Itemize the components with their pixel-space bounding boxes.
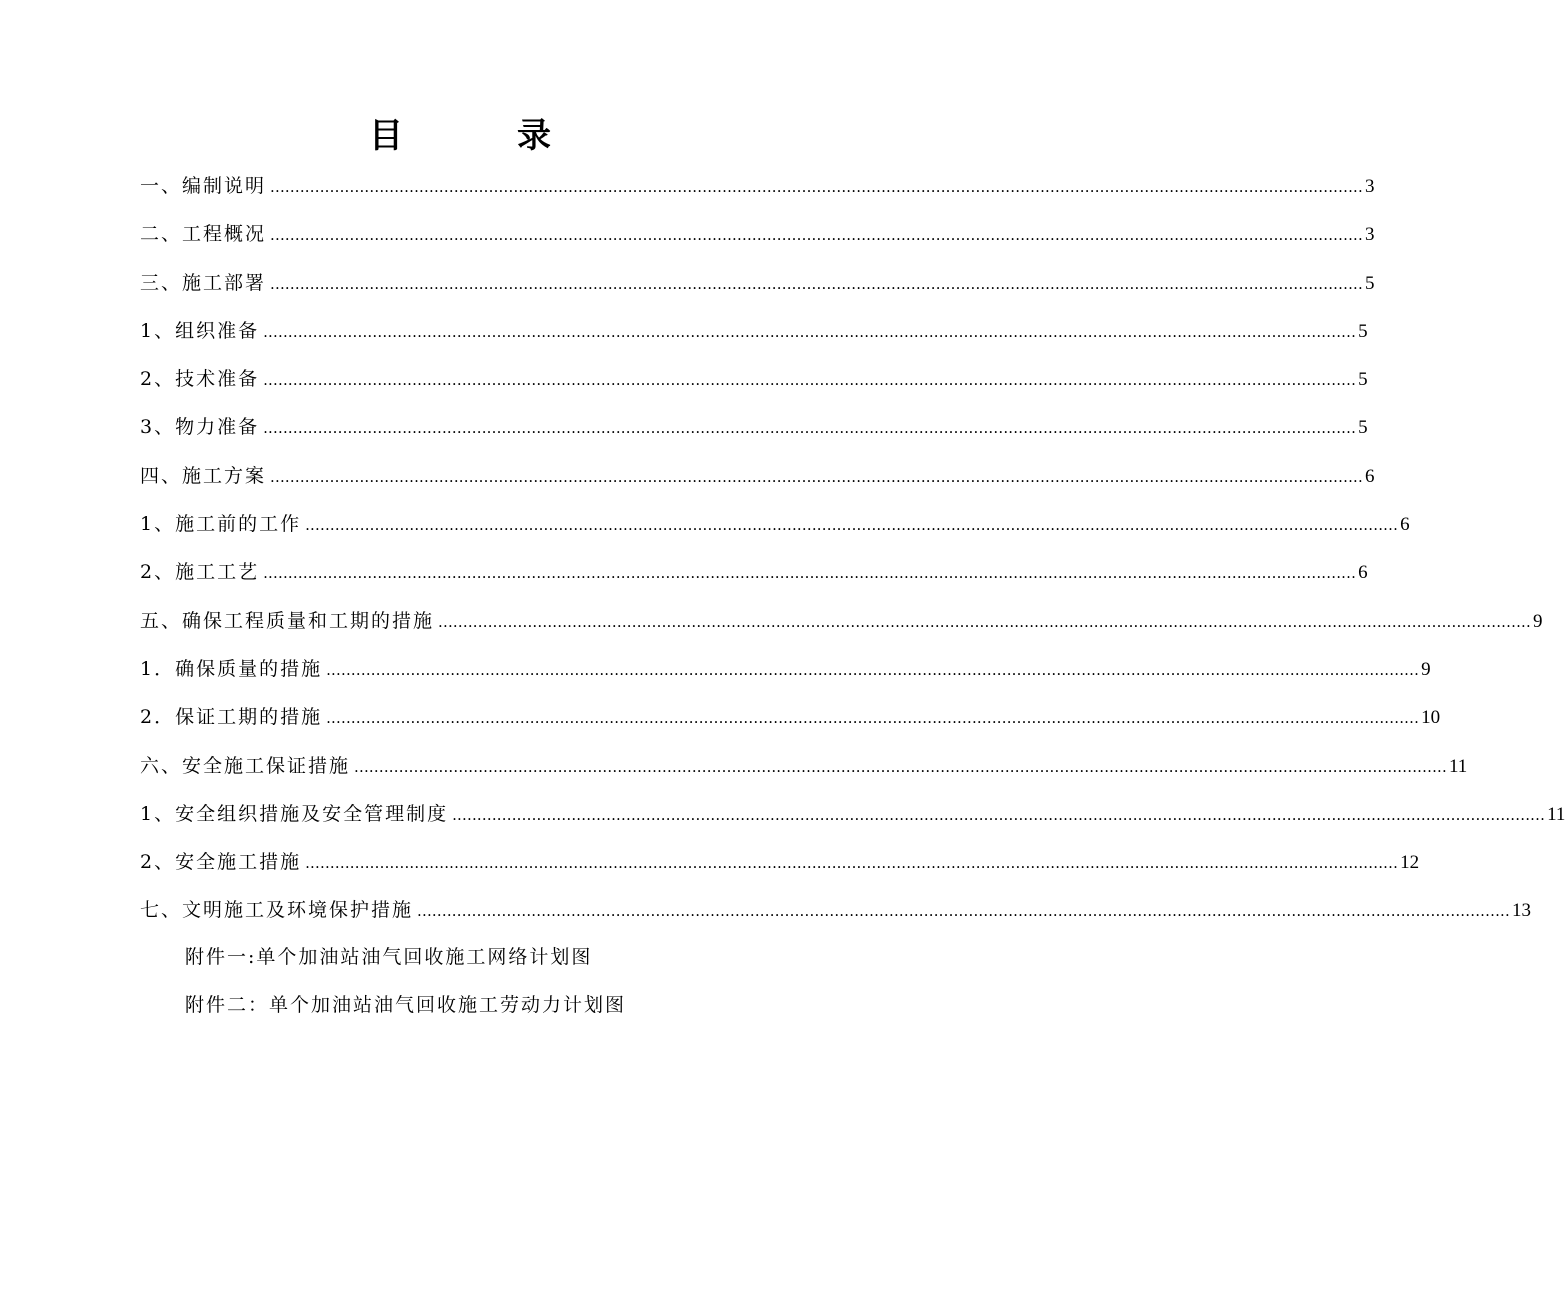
toc-entry[interactable] xyxy=(140,359,1368,407)
toc-entry[interactable] xyxy=(140,504,1410,552)
attachment-item: 附件一:单个加油站油气回收施工网络计划图 xyxy=(185,946,593,968)
toc-entry[interactable] xyxy=(140,601,1543,649)
toc-entry-page: 6 xyxy=(1365,465,1375,487)
toc-entry-label: 1、组织准备 xyxy=(140,319,260,342)
toc-entry-page: 11 xyxy=(1547,803,1565,825)
toc-entry[interactable] xyxy=(140,794,1565,842)
toc-entry-page: 12 xyxy=(1400,852,1420,874)
toc-entry[interactable] xyxy=(140,407,1368,455)
toc-dot-leader: ............................................................................................................................................................................................................................ xyxy=(263,419,1357,438)
toc-entry-page: 13 xyxy=(1512,900,1531,922)
toc-dot-leader: ............................................................................................................................................................................................................................ xyxy=(263,564,1357,583)
toc-dot-leader: ............................................................................................................................................................................................................................ xyxy=(305,516,1399,535)
page-title: 目 录 xyxy=(369,116,591,156)
toc-entry-label: 3、物力准备 xyxy=(140,416,260,439)
toc-entry-label: 1、安全组织措施及安全管理制度 xyxy=(140,802,449,825)
toc-entry[interactable] xyxy=(140,166,1375,214)
toc-entry[interactable] xyxy=(140,842,1420,890)
toc-entry[interactable] xyxy=(140,552,1368,600)
toc-entry-label: 三、施工部署 xyxy=(140,271,267,294)
toc-entry-page: 11 xyxy=(1449,755,1468,777)
toc-dot-leader: ............................................................................................................................................................................................................................ xyxy=(263,371,1357,390)
toc-entry-label: 2、施工工艺 xyxy=(140,561,260,584)
toc-dot-leader: ............................................................................................................................................................................................................................ xyxy=(263,322,1357,341)
toc-entry[interactable] xyxy=(140,746,1468,794)
toc-entry-label: 2、技术准备 xyxy=(140,368,260,391)
toc-dot-leader: ............................................................................................................................................................................................................................ xyxy=(270,178,1363,196)
toc-entry-label: 二、工程概况 xyxy=(140,223,267,246)
toc-dot-leader: ............................................................................................................................................................................................................................ xyxy=(326,660,1420,679)
toc-entry-page: 3 xyxy=(1365,176,1375,197)
toc-entry[interactable] xyxy=(140,311,1368,359)
toc-entry-page: 6 xyxy=(1400,514,1410,536)
toc-entry-page: 5 xyxy=(1358,417,1368,439)
toc-entry-page: 10 xyxy=(1421,707,1441,729)
toc-entry-page: 5 xyxy=(1365,272,1375,294)
toc-dot-leader: ............................................................................................................................................................................................................................ xyxy=(417,902,1510,921)
toc-dot-leader: ............................................................................................................................................................................................................................ xyxy=(270,226,1363,245)
attachment-list xyxy=(185,937,626,1034)
toc-entry[interactable] xyxy=(140,890,1531,938)
toc-entry-label: 六、安全施工保证措施 xyxy=(140,754,351,777)
toc-dot-leader: ............................................................................................................................................................................................................................ xyxy=(354,757,1447,776)
toc-entry-label: 1．确保质量的措施 xyxy=(140,657,323,680)
toc-entry-page: 9 xyxy=(1533,610,1543,632)
toc-entry-label: 一、编制说明 xyxy=(140,175,267,197)
table-of-contents xyxy=(140,166,1565,939)
toc-dot-leader: ............................................................................................................................................................................................................................ xyxy=(305,854,1399,873)
toc-entry[interactable] xyxy=(140,263,1375,311)
toc-dot-leader: ............................................................................................................................................................................................................................ xyxy=(326,709,1420,728)
toc-entry-page: 9 xyxy=(1421,658,1431,680)
toc-entry-page: 5 xyxy=(1358,320,1368,342)
toc-entry-page: 5 xyxy=(1358,369,1368,391)
toc-entry-page: 3 xyxy=(1365,224,1375,246)
toc-dot-leader: ............................................................................................................................................................................................................................ xyxy=(270,274,1363,293)
toc-entry[interactable] xyxy=(140,697,1441,745)
toc-entry[interactable] xyxy=(140,456,1375,504)
toc-entry-page: 6 xyxy=(1358,562,1368,584)
toc-entry-label: 七、文明施工及环境保护措施 xyxy=(140,899,414,922)
toc-entry-label: 2、安全施工措施 xyxy=(140,851,302,874)
toc-entry-label: 五、确保工程质量和工期的措施 xyxy=(140,609,435,632)
toc-entry-label: 2．保证工期的措施 xyxy=(140,706,323,729)
toc-dot-leader: ............................................................................................................................................................................................................................ xyxy=(452,805,1546,824)
toc-dot-leader: ............................................................................................................................................................................................................................ xyxy=(270,467,1363,486)
toc-dot-leader: ............................................................................................................................................................................................................................ xyxy=(438,612,1531,631)
toc-entry-label: 四、施工方案 xyxy=(140,464,267,487)
toc-entry-label: 1、施工前的工作 xyxy=(140,513,302,536)
toc-entry[interactable] xyxy=(140,214,1375,262)
attachment-item: 附件二：单个加油站油气回收施工劳动力计划图 xyxy=(185,994,627,1017)
toc-entry[interactable] xyxy=(140,649,1431,697)
